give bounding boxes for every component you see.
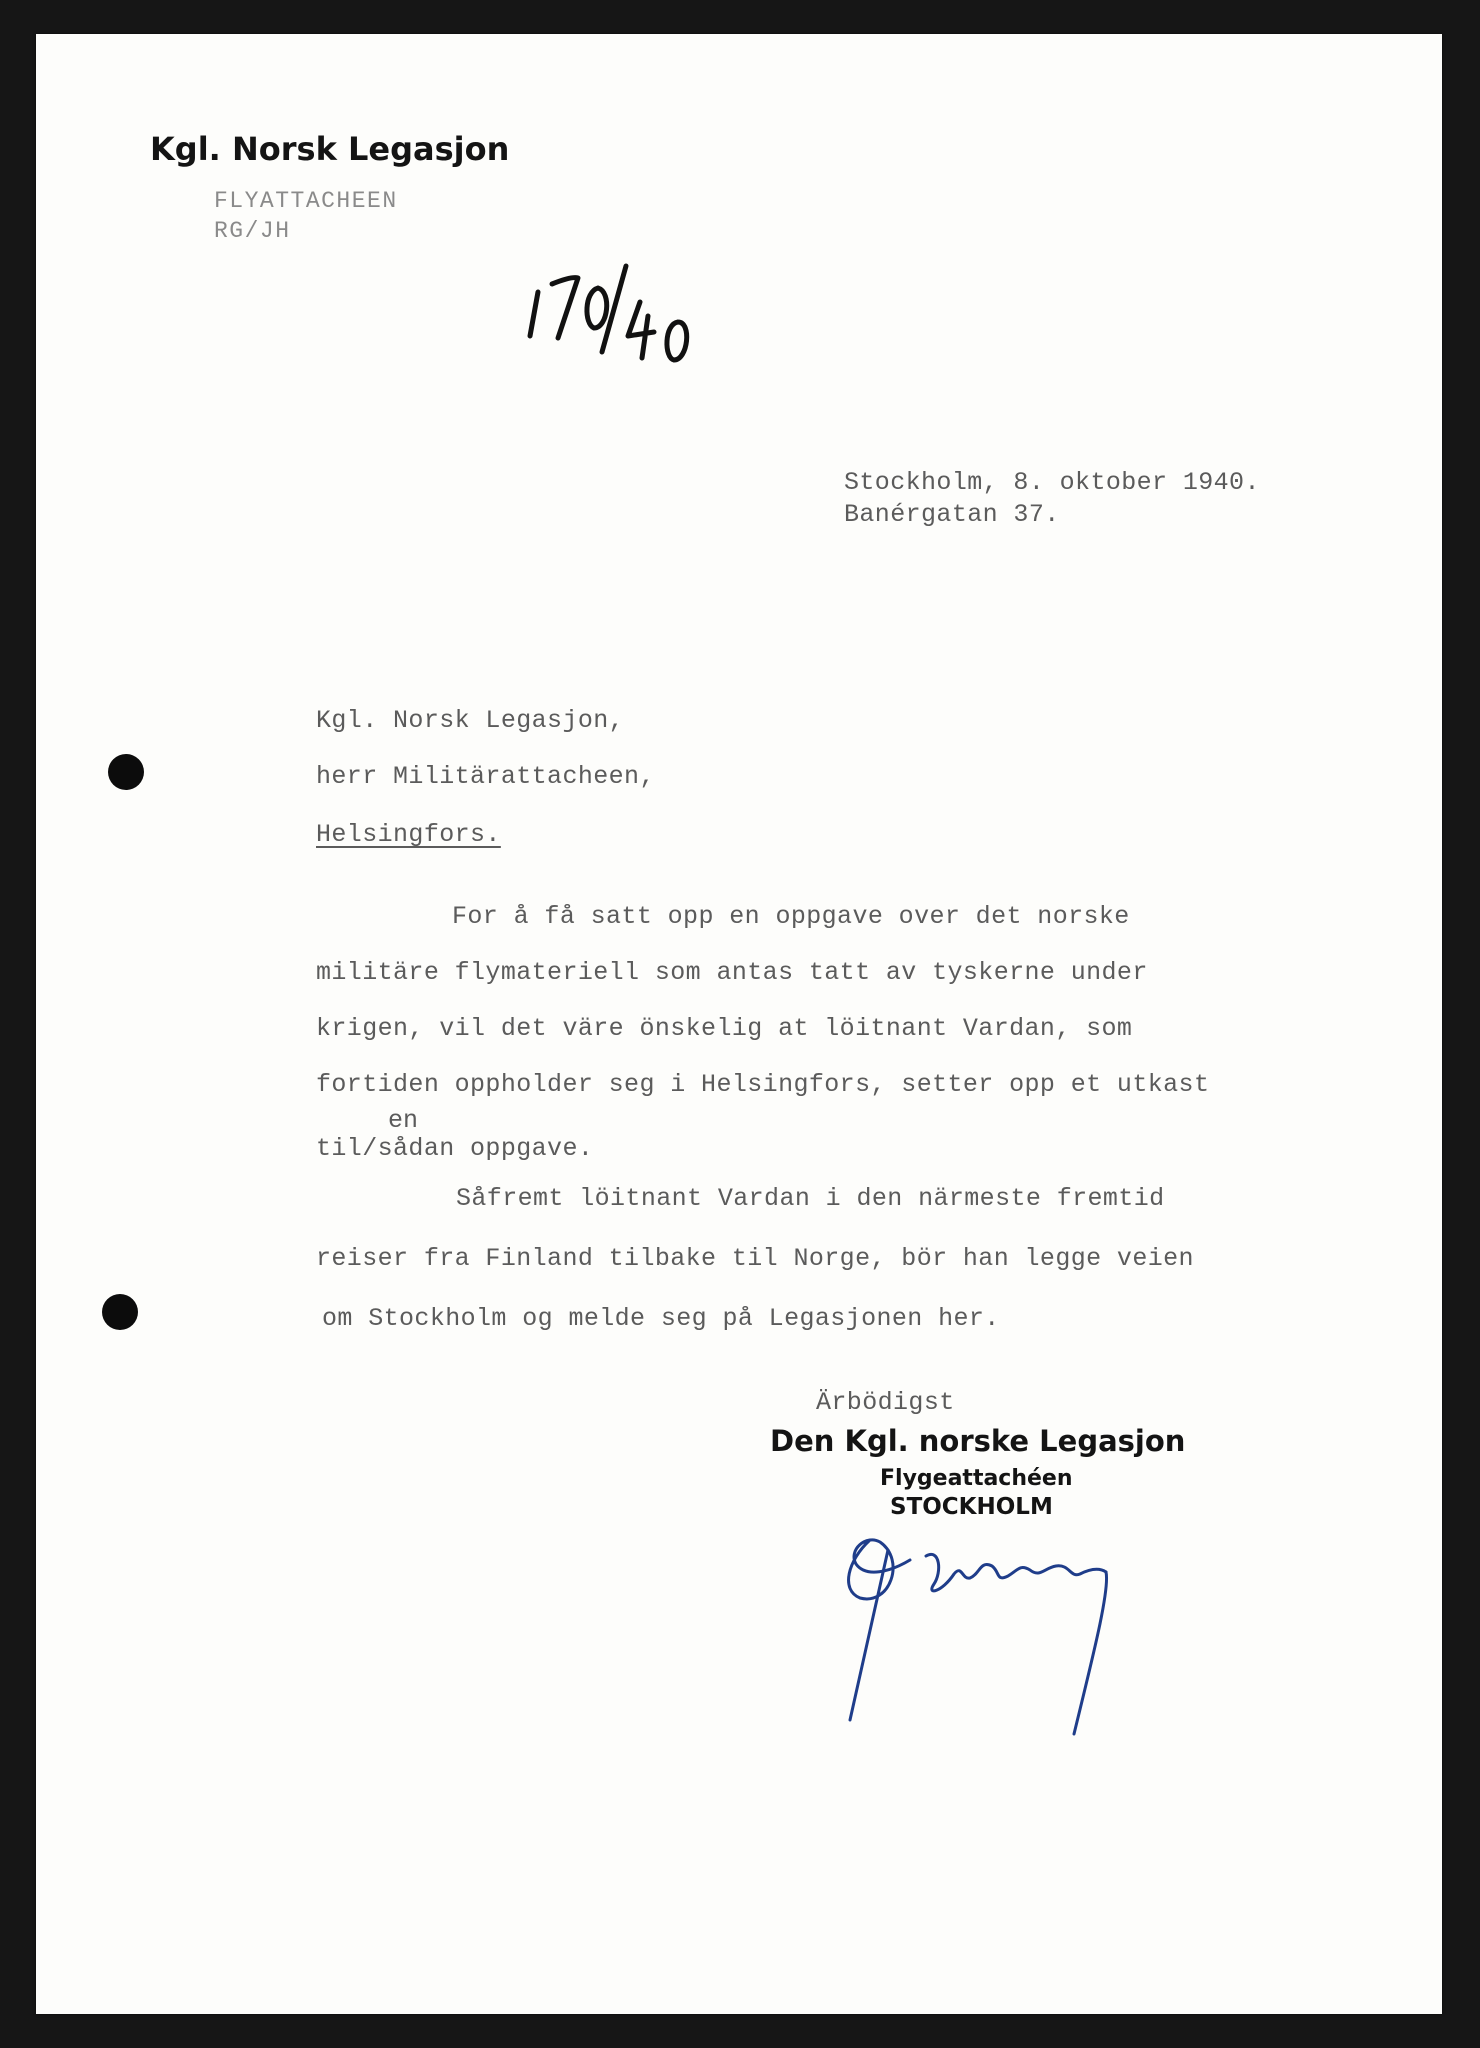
journal-digit-4: [628, 302, 654, 358]
recipient-line-3: Helsingfors.: [316, 820, 501, 849]
body-p1-line-2: militäre flymateriell som antas tatt av tyskerne under: [316, 958, 1148, 987]
department-line: FLYATTACHEEN: [214, 188, 398, 214]
journal-digit-7: [552, 278, 578, 338]
body-p1-line-3: krigen, vil det väre önskelig at löitnant Vardan, som: [316, 1014, 1133, 1043]
reference-line: RG/JH: [214, 218, 291, 244]
recipient-line-2: herr Militärattacheen,: [316, 762, 655, 791]
punch-hole-lower: [102, 1294, 138, 1330]
body-p2-line-3: om Stockholm og melde seg på Legasjonen her.: [322, 1304, 1000, 1333]
punch-hole-upper: [108, 754, 144, 790]
stamp-line-3: STOCKHOLM: [890, 1494, 1053, 1520]
letterhead-title: Kgl. Norsk Legasjon: [150, 130, 510, 168]
recipient-line-1: Kgl. Norsk Legasjon,: [316, 706, 625, 735]
closing: Ärbödigst: [816, 1388, 955, 1417]
journal-digit-0: [587, 288, 607, 328]
journal-number-handwritten: [528, 262, 708, 382]
signature: [830, 1520, 1170, 1780]
body-p2-line-2: reiser fra Finland tilbake til Norge, bör han legge veien: [316, 1244, 1194, 1273]
body-p1-line-4: fortiden oppholder seg i Helsingfors, setter opp et utkast: [316, 1070, 1210, 1099]
stamp-line-2: Flygeattachéen: [880, 1466, 1073, 1491]
dateline-place-date: Stockholm, 8. oktober 1940.: [844, 468, 1260, 497]
body-p1-line-1: For å få satt opp en oppgave over det norske: [452, 902, 1130, 931]
body-p1-line-5: til/sådan oppgave.: [316, 1134, 594, 1163]
body-p2-line-1: Såfremt löitnant Vardan i den närmeste fremtid: [456, 1184, 1165, 1213]
typed-insertion: en: [388, 1106, 419, 1135]
dateline-address: Banérgatan 37.: [844, 500, 1060, 529]
journal-digit-0-b: [667, 322, 687, 360]
journal-digit-1: [530, 292, 538, 336]
stamp-line-1: Den Kgl. norske Legasjon: [770, 1424, 1186, 1458]
